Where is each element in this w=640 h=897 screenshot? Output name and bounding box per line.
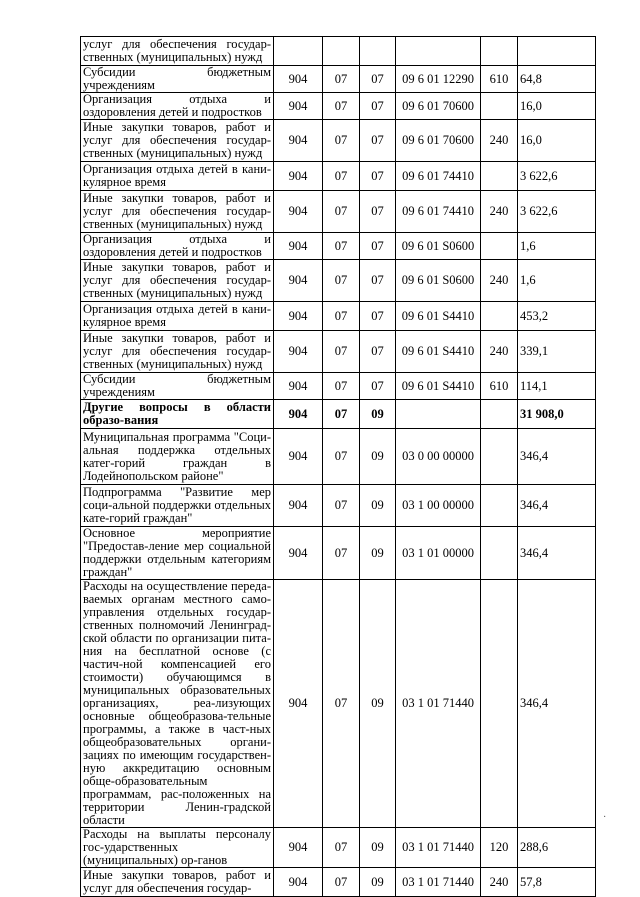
row-name-cell: Организация отдыха детей в кани-кулярное время [81,162,274,191]
target-item-code-cell: 09 6 01 74410 [396,162,481,191]
amount-cell: 346,4 [518,485,596,527]
ministry-code-cell: 904 [274,331,323,373]
target-item-code-cell: 09 6 01 S4410 [396,331,481,373]
amount-cell: 346,4 [518,580,596,828]
table-row [81,66,596,93]
expense-type-code-cell: 240 [481,191,518,233]
target-item-code-cell: 09 6 01 74410 [396,191,481,233]
amount-cell: 64,8 [518,66,596,93]
subsection-code-cell: 09 [360,868,396,897]
table-row [81,162,596,191]
section-code-cell: 07 [323,66,360,93]
row-name-cell: Иные закупки товаров, работ и услуг для обеспечения государ- [81,868,274,897]
table-row [81,485,596,527]
table-row [81,527,596,580]
ministry-code-cell: 904 [274,485,323,527]
ministry-code-cell: 904 [274,260,323,302]
expense-type-code-cell [481,162,518,191]
budget-table [80,36,596,897]
row-name-cell: Организация отдыха детей в кани-кулярное время [81,302,274,331]
row-name-cell: Субсидии бюджетным учреждениям [81,373,274,400]
section-code-cell: 07 [323,400,360,429]
row-name-cell: Основное мероприятие "Предостав-ление мер социальной поддержки отдельным категориям граждан" [81,527,274,580]
target-item-code-cell: 03 1 01 71440 [396,580,481,828]
expense-type-code-cell: 240 [481,331,518,373]
ministry-code-cell [274,37,323,66]
target-item-code-cell: 03 0 00 00000 [396,429,481,485]
table-row [81,260,596,302]
table-row [81,233,596,260]
table-row [81,828,596,868]
target-item-code-cell: 03 1 01 00000 [396,527,481,580]
amount-cell [518,37,596,66]
expense-type-code-cell [481,485,518,527]
subsection-code-cell: 07 [360,93,396,120]
subsection-code-cell: 07 [360,66,396,93]
section-code-cell: 07 [323,233,360,260]
table-row [81,373,596,400]
target-item-code-cell: 03 1 01 71440 [396,868,481,897]
target-item-code-cell: 09 6 01 S0600 [396,233,481,260]
subsection-code-cell [360,37,396,66]
subsection-code-cell: 07 [360,331,396,373]
ministry-code-cell: 904 [274,66,323,93]
ministry-code-cell: 904 [274,120,323,162]
target-item-code-cell [396,400,481,429]
subsection-code-cell: 09 [360,828,396,868]
expense-type-code-cell [481,527,518,580]
amount-cell: 453,2 [518,302,596,331]
subsection-code-cell: 09 [360,400,396,429]
expense-type-code-cell [481,93,518,120]
ministry-code-cell: 904 [274,302,323,331]
expense-type-code-cell [481,302,518,331]
section-code-cell: 07 [323,120,360,162]
section-code-cell: 07 [323,260,360,302]
row-name-cell: Иные закупки товаров, работ и услуг для обеспечения государ-ственных (муниципальных) нужд [81,260,274,302]
section-code-cell: 07 [323,93,360,120]
expense-type-code-cell [481,580,518,828]
subsection-code-cell: 07 [360,191,396,233]
expense-type-code-cell [481,37,518,66]
target-item-code-cell: 09 6 01 70600 [396,93,481,120]
ministry-code-cell: 904 [274,828,323,868]
section-code-cell: 07 [323,485,360,527]
row-name-cell: Расходы на выплаты персоналу гос-ударственных (муниципальных) ор-ганов [81,828,274,868]
ministry-code-cell: 904 [274,400,323,429]
ministry-code-cell: 904 [274,373,323,400]
table-row [81,120,596,162]
table-row [81,93,596,120]
expense-type-code-cell [481,233,518,260]
amount-cell: 1,6 [518,260,596,302]
row-name-cell: Подпрограмма "Развитие мер соци-альной поддержки отдельных кате-горий граждан" [81,485,274,527]
row-name-cell: Иные закупки товаров, работ и услуг для обеспечения государ-ственных (муниципальных) нужд [81,191,274,233]
ministry-code-cell: 904 [274,233,323,260]
subsection-code-cell: 07 [360,302,396,331]
section-code-cell: 07 [323,527,360,580]
row-name-cell: Расходы на осуществление переда-ваемых органам местного само-управления отдельных государ-ственных полномочий Ленинград-ской области по организации пита-ния на бесплатной основе (с частич-ной компенсацией его стоимости) обучающимся в муниципальных образовательных организациях, реа-лизующих основные общеобразова-тельные программы, а также в част-ных общеобразовательных органи-зациях по имеющим государствен-ную аккредитацию основным обще-образовательным программам, рас-положенных на территории Ленин-градской области [81,580,274,828]
amount-cell: 16,0 [518,93,596,120]
row-name-cell: Другие вопросы в области образо-вания [81,400,274,429]
amount-cell: 288,6 [518,828,596,868]
subsection-code-cell: 07 [360,260,396,302]
amount-cell: 3 622,6 [518,162,596,191]
amount-cell: 16,0 [518,120,596,162]
row-name-cell: Организация отдыха и оздоровления детей и подростков [81,93,274,120]
expense-type-code-cell: 610 [481,373,518,400]
row-name-cell: Субсидии бюджетным учреждениям [81,66,274,93]
amount-cell: 1,6 [518,233,596,260]
ministry-code-cell: 904 [274,93,323,120]
section-code-cell: 07 [323,373,360,400]
expense-type-code-cell: 610 [481,66,518,93]
ministry-code-cell: 904 [274,527,323,580]
table-row [81,37,596,66]
amount-cell: 114,1 [518,373,596,400]
ministry-code-cell: 904 [274,191,323,233]
target-item-code-cell: 09 6 01 70600 [396,120,481,162]
section-code-cell [323,37,360,66]
subsection-code-cell: 07 [360,373,396,400]
target-item-code-cell [396,37,481,66]
ministry-code-cell: 904 [274,162,323,191]
subsection-code-cell: 09 [360,527,396,580]
table-row [81,580,596,828]
table-row [81,302,596,331]
table-row [81,191,596,233]
section-code-cell: 07 [323,429,360,485]
amount-cell: 3 622,6 [518,191,596,233]
amount-cell: 346,4 [518,527,596,580]
amount-cell: 57,8 [518,868,596,897]
ministry-code-cell: 904 [274,868,323,897]
row-name-cell: услуг для обеспечения государ-ственных (муниципальных) нужд [81,37,274,66]
expense-type-code-cell: 240 [481,260,518,302]
target-item-code-cell: 09 6 01 S4410 [396,302,481,331]
target-item-code-cell: 09 6 01 S4410 [396,373,481,400]
row-name-cell: Иные закупки товаров, работ и услуг для обеспечения государ-ственных (муниципальных) нужд [81,120,274,162]
section-code-cell: 07 [323,580,360,828]
section-code-cell: 07 [323,828,360,868]
target-item-code-cell: 09 6 01 S0600 [396,260,481,302]
expense-type-code-cell: 120 [481,828,518,868]
amount-cell: 31 908,0 [518,400,596,429]
expense-type-code-cell [481,429,518,485]
target-item-code-cell: 09 6 01 12290 [396,66,481,93]
margin-dot: · [603,812,607,823]
subsection-code-cell: 07 [360,162,396,191]
ministry-code-cell: 904 [274,580,323,828]
expense-type-code-cell: 240 [481,868,518,897]
section-code-cell: 07 [323,868,360,897]
amount-cell: 339,1 [518,331,596,373]
subsection-code-cell: 09 [360,485,396,527]
table-row [81,331,596,373]
subsection-code-cell: 07 [360,233,396,260]
ministry-code-cell: 904 [274,429,323,485]
target-item-code-cell: 03 1 01 71440 [396,828,481,868]
subsection-code-cell: 09 [360,580,396,828]
section-code-cell: 07 [323,331,360,373]
section-code-cell: 07 [323,162,360,191]
table-row [81,400,596,429]
row-name-cell: Организация отдыха и оздоровления детей и подростков [81,233,274,260]
expense-type-code-cell [481,400,518,429]
subsection-code-cell: 07 [360,120,396,162]
section-code-cell: 07 [323,302,360,331]
table-body [81,37,596,897]
table-row [81,868,596,897]
row-name-cell: Иные закупки товаров, работ и услуг для обеспечения государ-ственных (муниципальных) нужд [81,331,274,373]
target-item-code-cell: 03 1 00 00000 [396,485,481,527]
section-code-cell: 07 [323,191,360,233]
row-name-cell: Муниципальная программа "Соци-альная поддержка отдельных катег-горий граждан в Лодейнопольском районе" [81,429,274,485]
subsection-code-cell: 09 [360,429,396,485]
table-row [81,429,596,485]
amount-cell: 346,4 [518,429,596,485]
expense-type-code-cell: 240 [481,120,518,162]
